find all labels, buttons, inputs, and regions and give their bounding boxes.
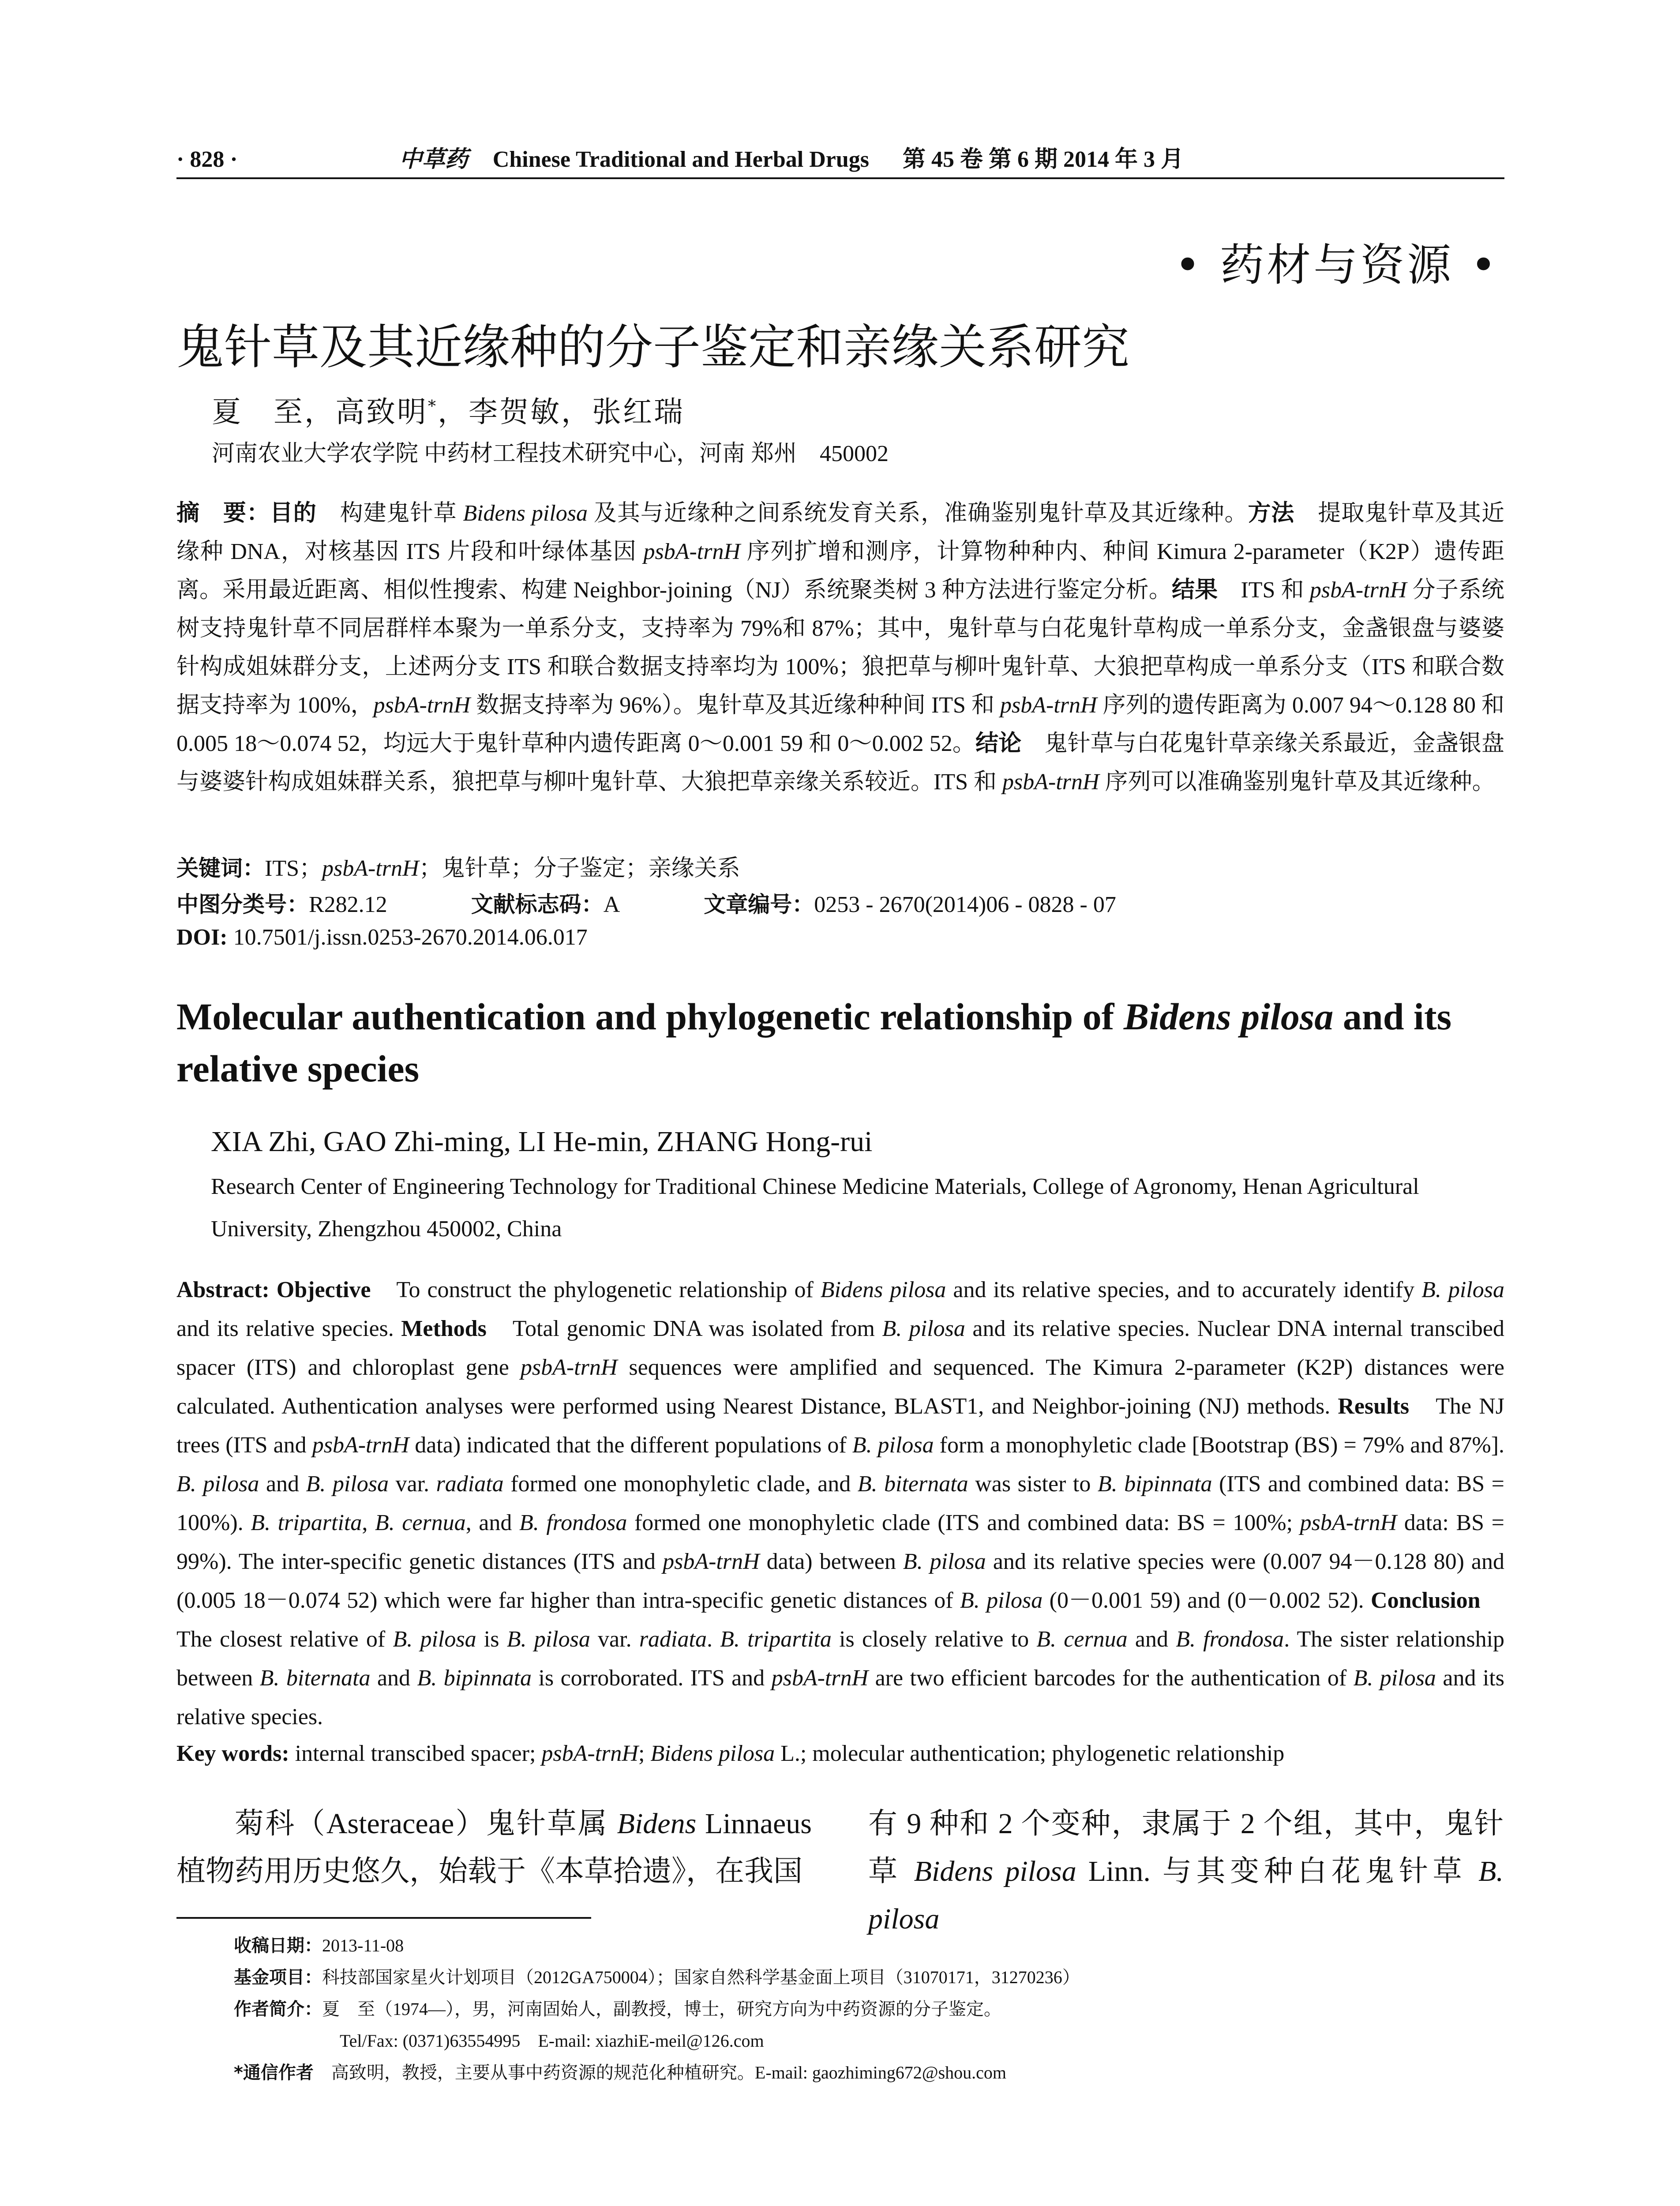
species-name: radiata bbox=[436, 1471, 504, 1497]
classification-line bbox=[176, 887, 1116, 919]
abstract-text: formed one monophyletic clade (ITS and combined data: BS = 100%; bbox=[627, 1510, 1300, 1535]
body-text: 有 9 种和 2 个变种，隶属于 2 个组，其中，鬼针草 bbox=[868, 1808, 1504, 1887]
footnote-label: *通信作者 bbox=[234, 2063, 314, 2083]
gene-name: psbA-trnH bbox=[663, 1549, 760, 1574]
footnote-label: 基金项目： bbox=[234, 1967, 322, 1988]
abstract-text: , bbox=[362, 1510, 375, 1535]
abstract-text: formed one monophyletic clade, and bbox=[503, 1471, 858, 1497]
abstract-text: 及其与近缘种之间系统发育关系，准确鉴别鬼针草及其近缘种。 bbox=[587, 501, 1248, 526]
species-name: B. tripartita bbox=[720, 1627, 832, 1652]
abstract-text: ITS 和 bbox=[1218, 578, 1310, 603]
gene-name: psbA-trnH bbox=[1000, 693, 1097, 718]
abstract-text: and its relative species. bbox=[176, 1666, 1505, 1730]
species-name: B. frondosa bbox=[1176, 1627, 1284, 1652]
abstract-text: 序列扩增和测序，计算物种种内、种间 Kimura 2-parameter（K2P）遗传距离。采用最近距离、相似性搜索、构建 Neighbor-joining（NJ）系统聚类树 3 种方法进行鉴定分析。 bbox=[176, 539, 1504, 603]
abstract-text: and bbox=[259, 1471, 306, 1497]
species-name: B. cernua bbox=[1036, 1627, 1128, 1652]
journal-name-en: Chinese Traditional and Herbal Drugs bbox=[492, 147, 870, 172]
keyword: ITS； bbox=[265, 856, 322, 881]
footnote-author-contact: Tel/Fax: (0371)63554995 E-mail: xiazhiE-meil@126.com bbox=[340, 2031, 764, 2051]
abstract-cn bbox=[176, 494, 1504, 801]
species-name: Bidens pilosa bbox=[463, 501, 588, 526]
issue-info: 第 45 卷 第 6 期 2014 年 3 月 bbox=[903, 147, 1184, 172]
conclusion-label-cn: 结论 bbox=[975, 730, 1022, 757]
abstract-text: 分子系统树支持鬼针草不同居群样本聚为一单系分支，支持率为 79%和 87%；其中，鬼针草与白花鬼针草构成一单系分支，金盏银盘与婆婆针构成姐妹群分支，上述两分支 ITS 和联合数据支持率均为 100%；狼把草与柳叶鬼针草、大狼把草构成一单系分支（ITS 和联合数据支持率为 100%， bbox=[176, 578, 1504, 718]
running-header bbox=[176, 140, 1504, 176]
abstract-text: var. bbox=[590, 1627, 639, 1652]
abstract-text: is bbox=[476, 1627, 507, 1652]
keyword: ；鬼针草；分子鉴定；亲缘关系 bbox=[419, 856, 740, 881]
corresponding-mark: * bbox=[428, 398, 438, 416]
results-label-cn: 结果 bbox=[1172, 577, 1218, 603]
species-name: B. pilosa bbox=[852, 1433, 934, 1458]
species-name: B. biternata bbox=[857, 1471, 968, 1497]
abstract-text: To construct the phylogenetic relationship of bbox=[371, 1277, 821, 1302]
abstract-text: var. bbox=[388, 1471, 436, 1497]
abstract-text: . bbox=[706, 1627, 720, 1652]
footnote-corresponding bbox=[234, 2059, 1006, 2084]
footnote-text: 2013-11-08 bbox=[322, 1936, 404, 1955]
species-name: B. pilosa bbox=[306, 1471, 389, 1497]
species-name: Bidens pilosa bbox=[1123, 995, 1334, 1038]
keywords-en-label: Key words: bbox=[176, 1741, 289, 1766]
species-name: B. pilosa bbox=[1353, 1666, 1436, 1691]
abstract-text: data) between bbox=[759, 1549, 903, 1574]
title-text: Molecular authentication and phylogenetic relationship of bbox=[176, 995, 1124, 1038]
gene-name: psbA-trnH bbox=[643, 539, 740, 564]
gene-name: psbA-trnH bbox=[1309, 578, 1407, 603]
species-name: B. pilosa bbox=[960, 1588, 1043, 1613]
abstract-text: 提取鬼针草及其近缘种 DNA，对核基因 ITS 片段和叶绿体基因 bbox=[176, 501, 1504, 564]
abstract-text: and bbox=[370, 1666, 417, 1691]
authors-cn-part-1: 夏 至，高致明 bbox=[212, 395, 428, 429]
footnote-author bbox=[234, 1995, 1001, 2020]
clc-value: R282.12 bbox=[309, 892, 387, 917]
species-name: Bidens bbox=[617, 1808, 697, 1840]
abstract-cn-label: 摘 要： bbox=[176, 500, 270, 526]
gene-name: psbA-trnH bbox=[771, 1666, 869, 1691]
body-column-left bbox=[176, 1800, 812, 1895]
body-text: 菊科（Asteraceae）鬼针草属 bbox=[235, 1808, 617, 1840]
species-name: B. pilosa bbox=[882, 1316, 965, 1341]
footnote-text: 科技部国家星火计划项目（2012GA750004）；国家自然科学基金面上项目（31070171，31270236） bbox=[322, 1967, 1080, 1987]
authors-en: XIA Zhi, GAO Zhi-ming, LI He-min, ZHANG Hong-rui bbox=[211, 1126, 873, 1158]
abstract-text: and its relative species were (0.007 94－0.128 80) and (0.005 18－0.074 52) which were far higher than intra-specific genetic distances of bbox=[176, 1549, 1504, 1613]
page-number: · 828 · bbox=[176, 147, 238, 172]
abstract-text: Total genomic DNA was isolated from bbox=[486, 1316, 882, 1341]
abstract-text: 序列的遗传距离为 0.007 94～0.128 80 和 0.005 18～0.074 52，均远大于鬼针草种内遗传距离 0～0.001 59 和 0～0.002 52。 bbox=[176, 693, 1504, 756]
affiliation-cn: 河南农业大学农学院 中药材工程技术研究中心，河南 郑州 450002 bbox=[212, 441, 889, 466]
keyword: psbA-trnH bbox=[322, 856, 419, 881]
article-no-label: 文章编号： bbox=[704, 892, 814, 917]
species-name: B. bipinnata bbox=[417, 1666, 532, 1691]
body-column-right bbox=[868, 1800, 1504, 1943]
affiliation-en: Research Center of Engineering Technology for Traditional Chinese Medicine Materials, College of Agronomy, Henan Agricultural University, Zhengzhou 450002, China bbox=[211, 1174, 1419, 1242]
authors-cn-part-2: ，李贺敏，张红瑞 bbox=[438, 395, 685, 429]
footnote-label: 作者简介： bbox=[234, 1999, 322, 2019]
objective-label-cn: 目的 bbox=[270, 500, 317, 526]
abstract-text: was sister to bbox=[968, 1471, 1098, 1497]
body-text: Linnaeus 植物药用历史悠久，始载于《本草拾遗》，在我国 bbox=[176, 1808, 812, 1887]
body-text: Linn. 与其变种白花鬼针草 bbox=[1076, 1855, 1479, 1887]
section-tag: • 药材与资源 • bbox=[1174, 239, 1499, 291]
keywords-en bbox=[176, 1741, 1504, 1767]
species-name: B. pilosa bbox=[903, 1549, 986, 1574]
methods-label-en: Methods bbox=[401, 1316, 487, 1341]
gene-name: psbA-trnH bbox=[1002, 769, 1099, 795]
abstract-en-label: Abstract: Objective bbox=[176, 1277, 371, 1302]
keyword: psbA-trnH bbox=[541, 1741, 638, 1766]
header-rule bbox=[176, 177, 1504, 179]
gene-name: psbA-trnH bbox=[312, 1433, 409, 1458]
abstract-text: 数据支持率为 96%）。鬼针草及其近缘种种间 ITS 和 bbox=[470, 693, 1001, 718]
clc-label: 中图分类号： bbox=[176, 892, 309, 917]
abstract-text: is corroborated. ITS and bbox=[532, 1666, 772, 1691]
abstract-text: , and bbox=[465, 1510, 519, 1535]
keyword: ; bbox=[638, 1741, 651, 1766]
footnote-text: 夏 至（1974—），男，河南固始人，副教授，博士，研究方向为中药资源的分子鉴定。 bbox=[322, 1999, 1001, 2019]
gene-name: psbA-trnH bbox=[520, 1355, 618, 1380]
abstract-text: The closest relative of bbox=[176, 1588, 1504, 1652]
species-name: B. cernua bbox=[375, 1510, 466, 1535]
abstract-text: 序列可以准确鉴别鬼针草及其近缘种。 bbox=[1099, 769, 1495, 795]
abstract-en bbox=[176, 1271, 1504, 1737]
conclusion-label-en: Conclusion bbox=[1371, 1588, 1481, 1613]
abstract-text: data) indicated that the different populations of bbox=[409, 1433, 852, 1458]
doc-code-label: 文献标志码： bbox=[471, 892, 604, 917]
species-name: B. bipinnata bbox=[1097, 1471, 1212, 1497]
title-text: and its relative species bbox=[176, 995, 1452, 1090]
abstract-text: 构建鬼针草 bbox=[316, 501, 463, 526]
gene-name: psbA-trnH bbox=[1300, 1510, 1397, 1535]
abstract-text: (ITS and combined data: BS = 100%). bbox=[176, 1471, 1505, 1535]
abstract-text: (0－0.001 59) and (0－0.002 52). bbox=[1042, 1588, 1371, 1613]
species-name: B. pilosa bbox=[393, 1627, 476, 1652]
keywords-cn bbox=[176, 849, 740, 882]
abstract-text: data: BS = 99%). The inter-specific genetic distances (ITS and bbox=[176, 1510, 1504, 1574]
doi-link[interactable]: 10.7501/j.issn.0253-2670.2014.06.017 bbox=[227, 925, 588, 950]
article-no-value: 0253 - 2670(2014)06 - 0828 - 07 bbox=[814, 892, 1116, 917]
abstract-text: is closely relative to bbox=[831, 1627, 1037, 1652]
footnote-text: 高致明，教授，主要从事中药资源的规范化种植研究。E-mail: gaozhiming672@shou.com bbox=[313, 2063, 1006, 2082]
abstract-text: and its relative species, and to accurately identify bbox=[946, 1277, 1422, 1302]
results-label-en: Results bbox=[1338, 1394, 1410, 1419]
authors-cn bbox=[212, 388, 685, 430]
species-name: radiata bbox=[639, 1627, 707, 1652]
abstract-text: and bbox=[1127, 1627, 1176, 1652]
gene-name: psbA-trnH bbox=[373, 693, 471, 718]
keyword: L.; molecular authentication; phylogenetic relationship bbox=[775, 1741, 1285, 1766]
abstract-text: are two efficient barcodes for the authentication of bbox=[868, 1666, 1354, 1691]
species-name: B. pilosa bbox=[176, 1471, 259, 1497]
paper-title-en bbox=[176, 990, 1504, 1095]
abstract-text: . The sister relationship between bbox=[176, 1627, 1505, 1691]
keyword: internal transcibed spacer; bbox=[289, 1741, 542, 1766]
footnote-rule bbox=[176, 1917, 591, 1919]
species-name: Bidens pilosa bbox=[820, 1277, 946, 1302]
abstract-text: sequences were amplified and sequenced. The Kimura 2-parameter (K2P) distances were calculated. Authentication analyses were performed using Nearest Distance, BLAST1, and Neighbor-joining (NJ) methods. bbox=[176, 1355, 1504, 1419]
abstract-text: form a monophyletic clade [Bootstrap (BS) = 79% and 87%]. bbox=[934, 1433, 1505, 1458]
doi-line bbox=[176, 924, 588, 950]
species-name: B. frondosa bbox=[519, 1510, 627, 1535]
methods-label-cn: 方法 bbox=[1248, 500, 1295, 526]
paper-title-cn: 鬼针草及其近缘种的分子鉴定和亲缘关系研究 bbox=[176, 320, 1130, 375]
keyword: Bidens pilosa bbox=[650, 1741, 775, 1766]
keywords-cn-label: 关键词： bbox=[176, 855, 265, 881]
doi-label: DOI: bbox=[176, 925, 228, 950]
species-name: B. pilosa bbox=[868, 1855, 1504, 1935]
journal-name-cn: 中草药 bbox=[399, 146, 468, 173]
footnote-received bbox=[234, 1932, 404, 1957]
species-name: Bidens pilosa bbox=[914, 1855, 1076, 1887]
footnote-fund bbox=[234, 1963, 1080, 1988]
abstract-text: The NJ trees (ITS and bbox=[176, 1394, 1504, 1458]
species-name: B. pilosa bbox=[1421, 1277, 1504, 1302]
abstract-text: 鬼针草与白花鬼针草亲缘关系最近，金盏银盘与婆婆针构成姐妹群关系，狼把草与柳叶鬼针草、大狼把草亲缘关系较近。ITS 和 bbox=[176, 731, 1504, 795]
abstract-text: and its relative species. bbox=[176, 1316, 401, 1341]
species-name: B. tripartita bbox=[251, 1510, 362, 1535]
footnote-label: 收稿日期： bbox=[234, 1936, 322, 1956]
species-name: B. biternata bbox=[259, 1666, 371, 1691]
doc-code-value: A bbox=[603, 892, 620, 917]
species-name: B. pilosa bbox=[506, 1627, 590, 1652]
abstract-text: and its relative species. Nuclear DNA internal transcibed spacer (ITS) and chloroplast gene bbox=[176, 1316, 1505, 1380]
